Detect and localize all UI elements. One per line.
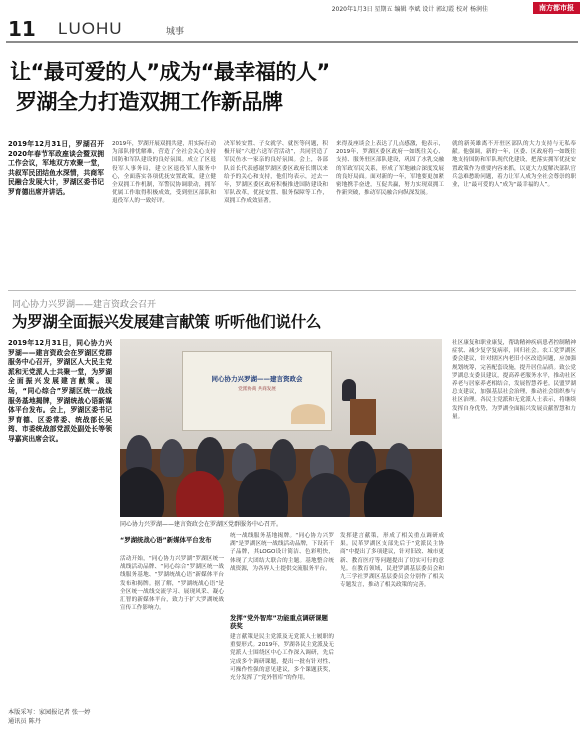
article2-subhead2: 发挥“党外智库”功能重点调研课题获奖 — [230, 614, 328, 630]
top-meta-bar — [0, 0, 584, 14]
article2-col2b: 建言献策是民主党派及无党派人士履职的重要形式。2019年，罗湖各民主党派及无党派人士围绕区中心工作深入调研，先后完成多个调研课题，提出一批有针对性、可操作性强的意见建议，多个课题获奖，充分发挥了“党外智库”的作用。 — [230, 634, 334, 682]
article2-col-right: 社区康复和职业康复，帮助精神疾病患者控制精神症状、减少复学复病率，回归社会。农工党罗湖区委会建议，针对辖区内老旧小区改造问题，应加强规划统筹，完善配套设施，提升居住品质。致公党罗湖总支委员建议，提高养老服务水平，推动社区养老与居家养老相结合，发展智慧养老。民盟罗湖总支建议，加强基层社会治理，推动社会组织参与社区治理。各民主党派和无党派人士表示，将继续发挥自身优势，为罗湖全面振兴发展贡献智慧和力量。 — [452, 340, 576, 420]
article1-col1: 2019年，罗湖开展双拥共建，用实际行动为部队排忧解难，营造了全社会关心支持国防和军队建设的良好氛围。成立了区退役军人事务局，建立区退役军人服务中心，全面落实各项优抚安置政策，建立健全双拥工作机制，军警民协调联动，拥军优属工作取得积极成效，受到驻区部队和退役军人的一致好评。 — [112, 141, 216, 205]
screen-title: 同心协力兴罗湖——建言资政会 — [211, 375, 303, 383]
page-number: 11 — [8, 17, 36, 41]
article1-col4: 就的新英雄离不开驻区部队的大力支持与无私奉献。他强调，新的一年，区委、区政府将一如既往地支持国防和军队现代化建设，把落实拥军优抚安置政策作为重要内容来抓，以更大力度解决部队官兵急难愁盼问题，着力让军人成为全社会尊崇的职业，让“最可爱的人”成为“最幸福的人”。 — [452, 141, 576, 189]
article2-headline: 为罗湖全面振兴发展建言献策 听听他们说什么 — [12, 313, 322, 331]
article2-col2: 统一战线服务基地揭牌。“同心协力兴罗湖”是罗湖区统一战线活动品牌，下设若干子品牌，其LOGO设计简洁、色彩明快，体现了大团结大联合的主题。基地整合统战资源，为各界人士提供交流服务平台。 — [230, 533, 334, 572]
issue-meta: 2020年1月3日 星期五 编辑 李斌 设计 郭幻霞 校对 杨润佳 — [331, 6, 488, 13]
page-header — [6, 17, 578, 43]
article2-kicker: 同心协力兴罗湖——建言资政会召开 — [12, 300, 157, 310]
article1-col2: 决军转安置、子女就学、就医等问题，积极开展“六进六送军营活动”，共同营造了军民鱼水一家亲的良好氛围。会上，各部队首长代表感谢罗湖区委区政府长期以来给予的关心和支持，他们均表示，过去一年，罗湖区委区政府积极推进国防建设和军队改革，优抚安置、服务保障等工作，双拥工作成效显著。 — [224, 141, 328, 205]
photo-caption: 同心协力兴罗湖——建言资政会在罗湖区党群服务中心召开。 — [120, 521, 283, 528]
section-name: LUOHU — [58, 19, 123, 38]
article1-headline-line2: 罗湖全力打造双拥工作新品牌 — [16, 90, 283, 114]
article1-headline-line1: 让“最可爱的人”成为“最幸福的人” — [10, 60, 330, 84]
article2-lead: 2019年12月31日，同心协力兴罗湖——建言资政会在罗湖区党群服务中心召开，罗湖区人大民主党派和无党派人士共聚一堂，为罗湖全面振兴发展建言献策。现场，“同心综合”罗湖区统一战线服务基地揭牌，罗湖统战心语新媒体平台发布。会上，罗湖区委书记罗育德、区委常委、统战部长吴筠、市委统战部党派处副处长等领导嘉宾出席会议。 — [8, 339, 112, 443]
article2-subhead1: “罗湖统战心语”新媒体平台发布 — [120, 536, 212, 544]
projection-screen — [182, 351, 332, 431]
article2-col1: 活动开始，“同心协力兴罗湖”罗湖区统一战线活动品牌、“同心综合”罗湖区统一战线服务基地、“罗湖统战心语”新媒体平台发布和揭牌。据了解，“罗湖统战心语”是全区统一战线交流学习、展现风采、凝心汇智的新媒体平台，致力于扩大罗湖统战宣传工作影响力。 — [120, 556, 224, 612]
byline-reporter: 本版采写：家园报记者 张一婷 — [8, 709, 91, 716]
article1-col3: 来得及座谈会上表达了几点感激，他表示，2019年，罗湖区委区政府一如既往关心、支持、服务驻区部队建设，巩固了水乳交融的军政军民关系，形成了军地融合深度发展的良好局面。面对新的一年，军地要更加紧密地携手奋进，互促共赢，努力实现双拥工作新突破，推动军民融合向纵深发展。 — [336, 141, 444, 197]
article2-col3: 发挥建言献策，形成了相关重点调研成果。民革罗湖区支部先后于“党派民主协商”中提出了多项建议，针对旧改、城市更新、教育医疗等问题提出了切实可行的意见。在教育领域，民进罗湖基层委员会和九三学社罗湖区基层委员会分别作了相关专题发言，推动了相关政策的完善。 — [340, 533, 444, 589]
newspaper-logo: 南方都市报 — [533, 2, 580, 14]
byline-correspondent: 通讯员 陈丹 — [8, 718, 41, 725]
section-name-cn: 城事 — [166, 27, 185, 37]
byline — [8, 708, 118, 726]
meeting-photo — [120, 339, 442, 517]
section-divider — [8, 290, 576, 291]
screen-subtitle: 党派协商 共商发展 — [238, 387, 276, 392]
article1-lead: 2019年12月31日，罗湖召开2020年春节军政座谈会暨双拥工作会议，军地双方欢聚一堂，共叙军民团结鱼水深情，共商军民融合发展大计，罗湖区委书记罗育德出席并讲话。 — [8, 140, 104, 196]
